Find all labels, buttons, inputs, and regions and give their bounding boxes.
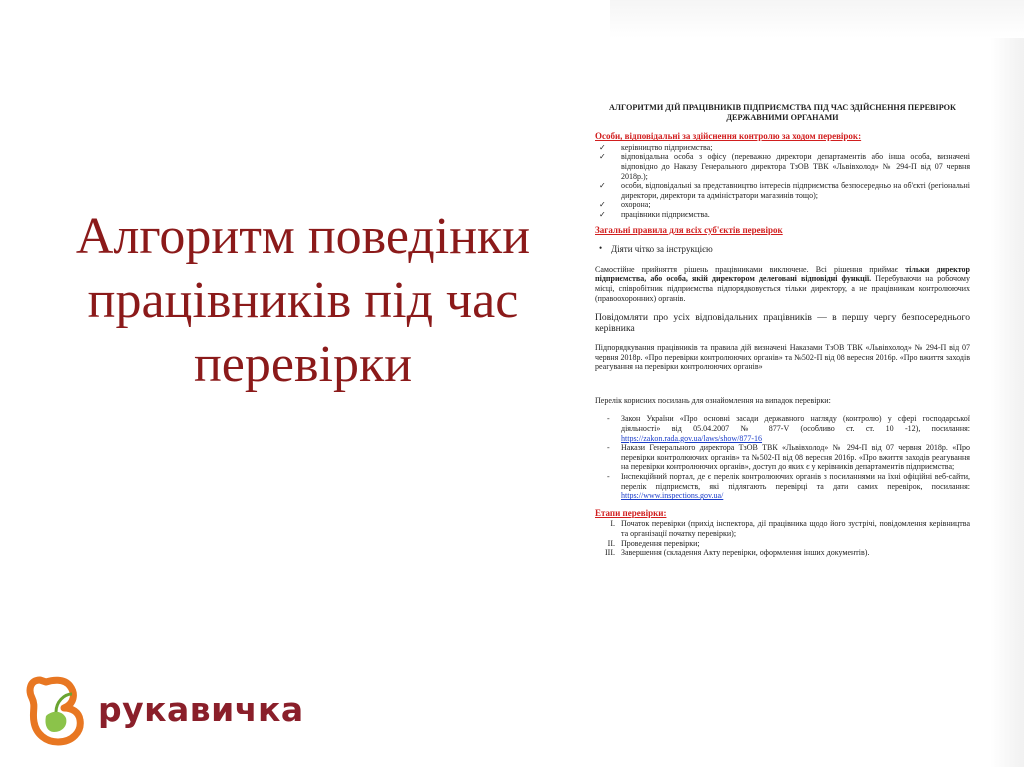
document-panel xyxy=(595,103,970,558)
checkmark-icon: ✓ xyxy=(599,142,606,152)
list-item: - Закон України «Про основні засади державного нагляду (контролю) у сфері господарської діяльності» від 05.04.2007 № 877-V (особливо ст. ст. 10 -12), посилання: https://zakon.rada.gov.ua/laws/show/877-16 xyxy=(607,414,970,443)
bullet-icon: • xyxy=(599,243,603,254)
paragraph-decisions: Самостійне прийняття рішень працівниками виключене. Всі рішення приймає тільки директор підприємства, або особа, якій директором делеговані відповідні функції. Перебуваючи на робочому місці, співробітник підприємства підпорядковується тільки директору, а не працівникам контролюючих (правоохоронних) органів. xyxy=(595,264,970,303)
checkmark-icon: ✓ xyxy=(599,181,606,191)
list-item: II. Проведення перевірки; xyxy=(607,538,700,548)
list-item: ✓ охорона; xyxy=(599,200,651,210)
stages-list xyxy=(595,519,970,557)
company-logo xyxy=(26,672,304,752)
checkmark-icon: ✓ xyxy=(599,209,606,219)
list-item: ✓ відповідальна особа з офісу (переважно директори департаментів або інша особа, визначені відповідно до Наказу Генерального директора ТзОВ ТВК «Львівхолод» № 294-П від 07 червня 2018р.); xyxy=(599,152,970,181)
law-link[interactable]: https://zakon.rada.gov.ua/laws/show/877-16 xyxy=(621,433,763,443)
slide-top-decoration xyxy=(610,0,1024,38)
logo-wordmark: рукавичка xyxy=(98,690,304,729)
links-list xyxy=(595,414,970,500)
list-item: - Інспекційний портал, де є перелік контролюючих органів з посиланнями на їхні офіційні веб-сайти, перелік підприємств, які підлягають перевірці та дати самих перевірок, посилання: https://www.inspections.gov.ua/ xyxy=(607,472,970,501)
checkmark-icon: ✓ xyxy=(599,200,606,210)
paragraph-notify: Повідомляти про усіх відповідальних працівників — в першу чергу безпосереднього керівника xyxy=(595,312,970,335)
list-item: ✓ керівництво підприємства; xyxy=(599,142,713,152)
paragraph-orders: Підпорядкування працівників та правила дій визначені Наказами ТзОВ ТВК «Львівхолод» № 294-П від 07 червня 2018р. «Про перевірки контролюючих органів» та №502-П від 08 вересня 2016р. «Про вжиття заходів реагування на перевірки контролюючих органів» xyxy=(595,343,970,372)
list-item: ✓ особи, відповідальні за представництво інтересів підприємства безпосередньо на об'єкті (регіональні директори, директори та адміністратори магазинів тощо); xyxy=(599,181,970,200)
section-heading-responsible: Особи, відповідальні за здійснення контролю за ходом перевірок: xyxy=(595,131,862,142)
list-item: - Накази Генерального директора ТзОВ ТВК «Львівхолод» № 294-П від 07 червня 2018р. «Про перевірки контролюючих органів» та №502-П від 08 вересня 2016р. «Про вжиття заходів реагування на перевірки контролюючих органів», доступ до яких є у керівників департаментів підприємства; xyxy=(607,443,970,472)
inspections-link[interactable]: https://www.inspections.gov.ua/ xyxy=(621,491,724,501)
list-item: III. Завершення (складення Акту перевірки, оформлення інших документів). xyxy=(605,548,870,558)
list-item: ✓ працівники підприємства. xyxy=(599,209,710,219)
logo-mark-icon xyxy=(26,672,96,752)
document-title: АЛГОРИТМИ ДІЙ ПРАЦІВНИКІВ ПІДПРИЄМСТВА ПІД ЧАС ЗДІЙСНЕННЯ ПЕРЕВІРОК ДЕРЖАВНИМИ ОРГАНАМИ xyxy=(609,103,956,122)
rule-bullet: • Діяти чітко за інструкцією xyxy=(599,243,713,255)
checkmark-icon: ✓ xyxy=(599,152,606,162)
slide-title: Алгоритм поведінки працівників під час перевірки xyxy=(75,208,531,393)
links-intro: Перелік корисних посилань для ознайомлення на випадок перевірки: xyxy=(595,395,831,405)
responsible-list xyxy=(595,143,970,220)
slide-edge-decoration xyxy=(990,0,1024,767)
section-heading-stages: Етапи перевірки: xyxy=(595,507,667,518)
list-item: I. Початок перевірки (прихід інспектора, дії працівника щодо його зустрічі, повідомлення керівництва та організації початку перевірки); xyxy=(610,519,970,538)
section-heading-general-rules: Загальні правила для всіх суб'єктів перевірок xyxy=(595,224,783,235)
